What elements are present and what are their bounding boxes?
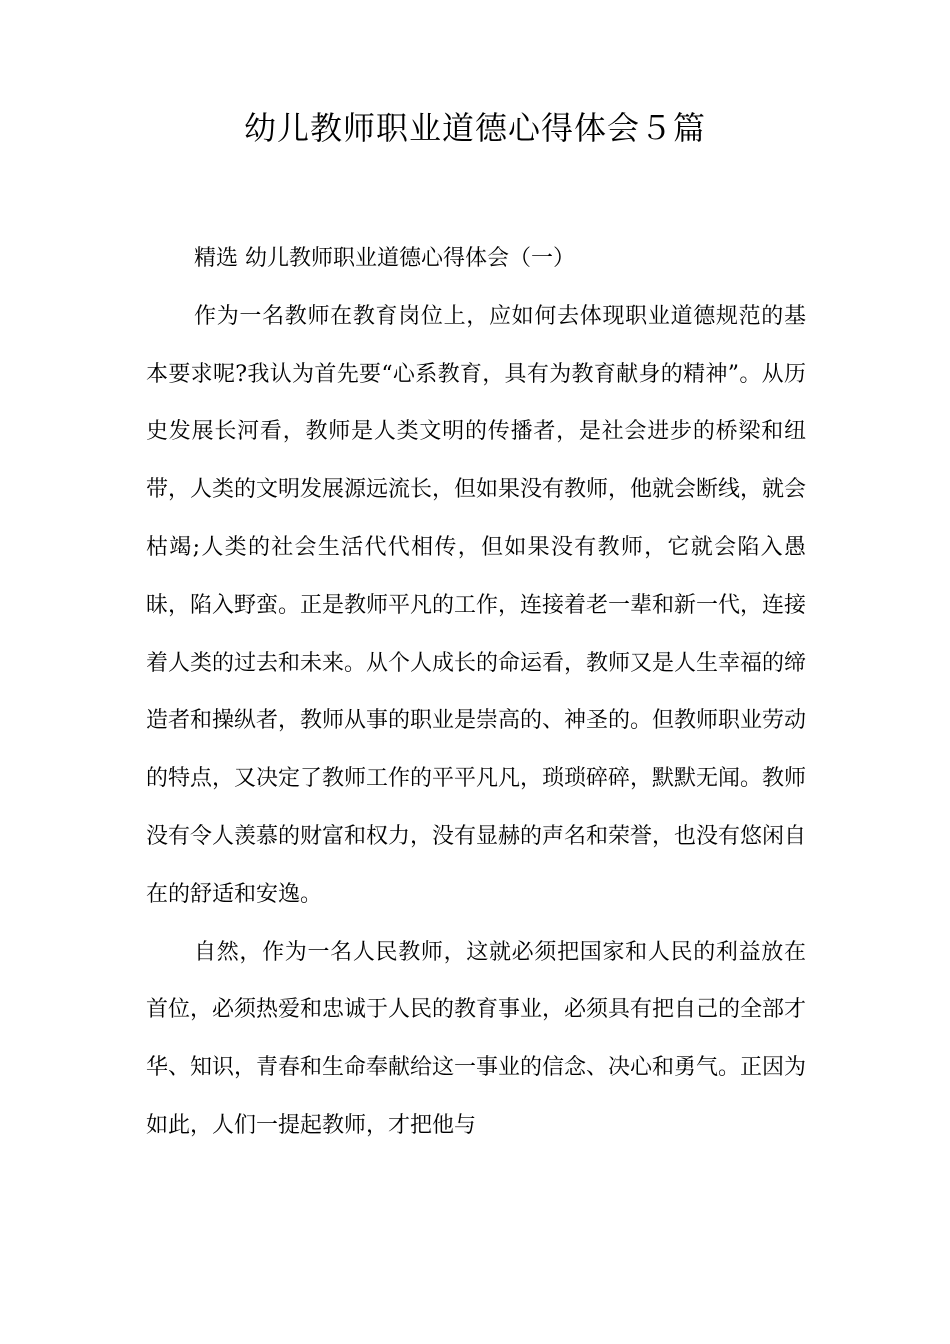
- body-paragraph-1: 作为一名教师在教育岗位上，应如何去体现职业道德规范的基本要求呢?我认为首先要“心系教育，具有为教育献身的精神”。从历史发展长河看，教师是人类文明的传播者，是社会进步的桥梁和纽带，人类的文明发展源远流长，但如果没有教师，他就会断线，就会枯竭;人类的社会生活代代相传，但如果没有教师，它就会陷入愚昧，陷入野蛮。正是教师平凡的工作，连接着老一辈和新一代，连接着人类的过去和未来。从个人成长的命运看，教师又是人生幸福的缔造者和操纵者，教师从事的职业是崇高的、神圣的。但教师职业劳动的特点，又决定了教师工作的平平凡凡，琐琐碎碎，默默无闻。教师没有令人羡慕的财富和权力，没有显赫的声名和荣誉，也没有悠闲自在的舒适和安逸。: [146, 303, 807, 907]
- document-title: 幼儿教师职业道德心得体会５篇: [243, 109, 706, 147]
- document-body: [146, 230, 806, 1155]
- section-heading: 精选 幼儿教师职业道德心得体会（一）: [194, 246, 575, 271]
- body-paragraph-2: 自然，作为一名人民教师，这就必须把国家和人民的利益放在首位，必须热爱和忠诚于人民的教育事业，必须具有把自己的全部才华、知识，青春和生命奉献给这一事业的信念、决心和勇气。正因为如此，人们一提起教师，才把他与: [146, 939, 807, 1138]
